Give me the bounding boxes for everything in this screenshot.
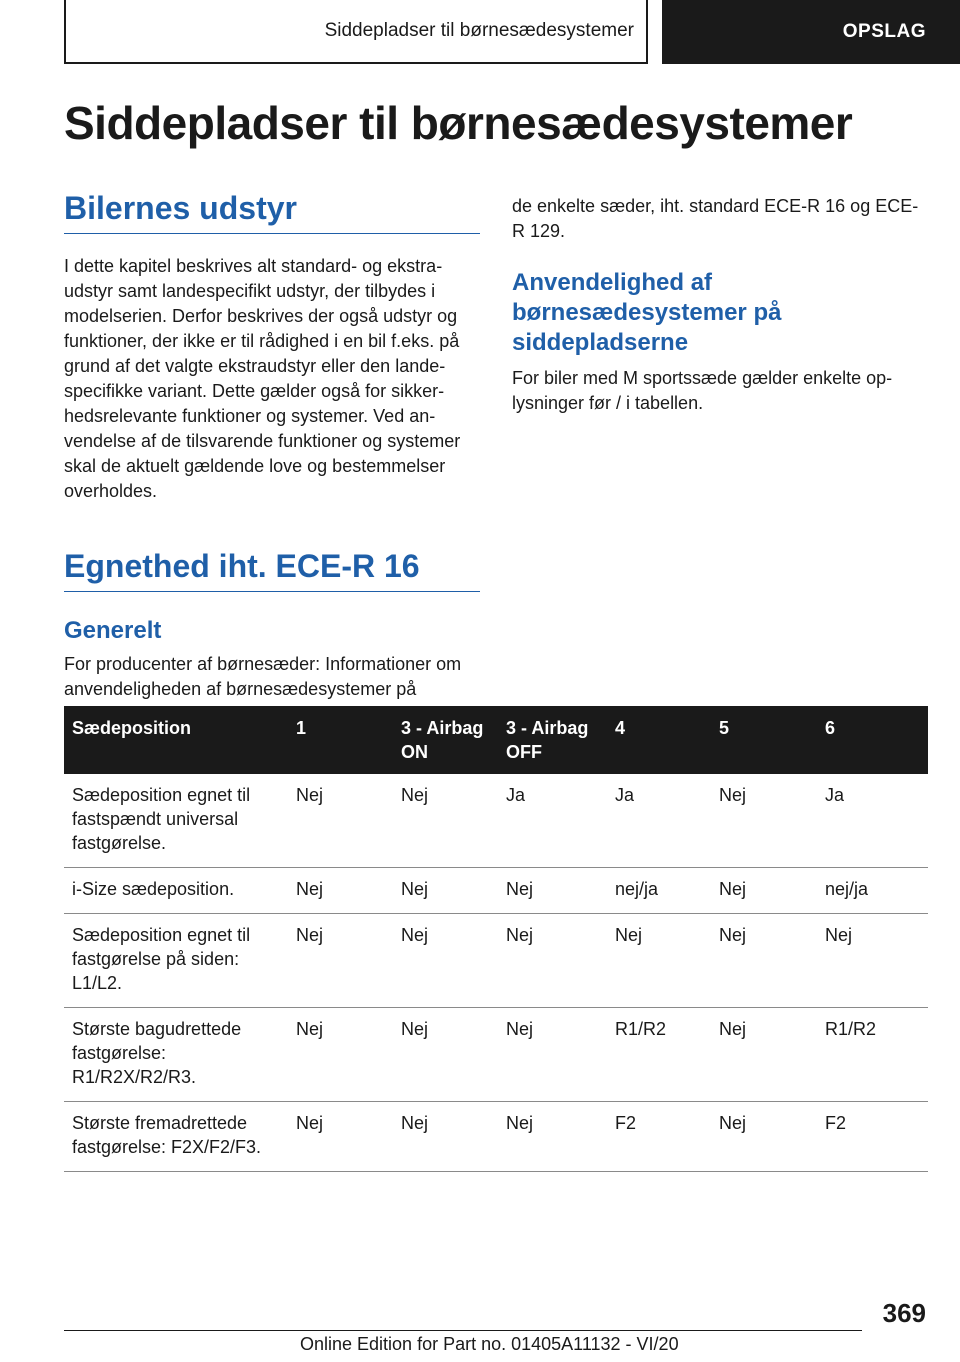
table-cell: Nej [817,914,928,1008]
footer-divider [64,1330,862,1331]
subheading-anvendelighed: Anvendelighed af børnesædesystemer på siddepladserne [512,269,782,356]
table-cell: Nej [393,914,498,1008]
paragraph-m-sportssaede: For biler med M sportssæde gælder enkelte oplysninger før / i tabellen. [512,368,893,413]
table-cell: nej/ja [817,868,928,914]
table-cell: Nej [288,774,393,868]
table-cell: Sædeposition egnet til fastspændt universal fastgørelse. [64,774,288,868]
table-header-cell: 6 [817,706,928,774]
table-cell: Nej [711,774,817,868]
table-cell: Sædeposition egnet til fastgørelse på siden: L1/L2. [64,914,288,1008]
table-row [64,1008,928,1102]
table-row [64,868,928,914]
table-cell: F2 [607,1102,711,1172]
table-cell: Nej [498,1102,607,1172]
table-cell: Nej [393,1102,498,1172]
table-cell: Nej [711,1008,817,1102]
table-cell: F2 [817,1102,928,1172]
table-row [64,914,928,1008]
table-cell: Ja [817,774,928,868]
table-row [64,774,928,868]
table-cell: Nej [393,868,498,914]
table-cell: Nej [393,1008,498,1102]
paragraph-continued: de enkelte sæder, iht. standard ECE-R 16 og ECE-R 129. [512,196,919,241]
table-cell: nej/ja [607,868,711,914]
table-row [64,1102,928,1172]
table-cell: Nej [711,868,817,914]
heading-bilernes-udstyr: Bilernes udstyr [64,190,480,234]
paragraph-udstyr: I dette kapitel beskrives alt standard- og ekstraudstyr samt landespecifikt udstyr, der tilbydes i modelserien. Derfor beskrives der også udstyr og funktioner, der ikke er til rådighed i en bil f.eks. på grund af det valgte ekstraudstyr eller den landespecifikke variant. Dette gælder også for sikkerhedsrelevante funktioner og systemer. Ved anvendelse af de tilsvarende funktioner og systemer skal de aktuelt gældende love og bestemmelser overholdes. [64,256,461,501]
header-section-title-text: Siddepladser til børnesædesystemer [324,20,634,41]
table-cell: Nej [393,774,498,868]
page-title: Siddepladser til børnesædesystemer [64,97,853,149]
right-column [512,194,928,416]
table-header-row [64,706,928,774]
table-cell: Nej [288,868,393,914]
paragraph-generelt: For producenter af børnesæder: Informationer om anvendeligheden af børnesædesystemer på [64,654,462,699]
table-header-cell: 5 [711,706,817,774]
header-chapter-tab-text: OPSLAG [842,21,926,42]
table-cell: R1/R2 [817,1008,928,1102]
table-cell: Ja [498,774,607,868]
table-header-cell: 3 - Airbag OFF [498,706,607,774]
left-column [64,190,480,702]
table-cell: Nej [498,914,607,1008]
table-header-cell: Sædeposition [64,706,288,774]
subheading-generelt: Generelt [64,617,162,644]
table-cell: Nej [288,1102,393,1172]
table-cell: R1/R2 [607,1008,711,1102]
table-cell: Nej [711,1102,817,1172]
table-cell: Nej [288,1008,393,1102]
table-cell: Nej [711,914,817,1008]
table-header-cell: 4 [607,706,711,774]
table-cell: Nej [288,914,393,1008]
heading-egnethed: Egnethed iht. ECE-R 16 [64,548,480,592]
table-header-cell: 1 [288,706,393,774]
table-cell: Nej [498,1008,607,1102]
footer-edition: Online Edition for Part no. 01405A11132 - VI/20 [300,1334,679,1354]
table-cell: Nej [498,868,607,914]
header-section-title [64,0,648,64]
page-number: 369 [882,1298,926,1328]
table-cell: Største fremadrettede fastgørelse: F2X/F2/F3. [64,1102,288,1172]
table-cell: Største bagudrettede fastgørelse: R1/R2X/R2/R3. [64,1008,288,1102]
table-header-cell: 3 - Airbag ON [393,706,498,774]
header-chapter-tab[interactable] [662,0,960,64]
seat-suitability-table [64,706,928,1172]
table-cell: i-Size sædeposition. [64,868,288,914]
table-cell: Ja [607,774,711,868]
table-cell: Nej [607,914,711,1008]
